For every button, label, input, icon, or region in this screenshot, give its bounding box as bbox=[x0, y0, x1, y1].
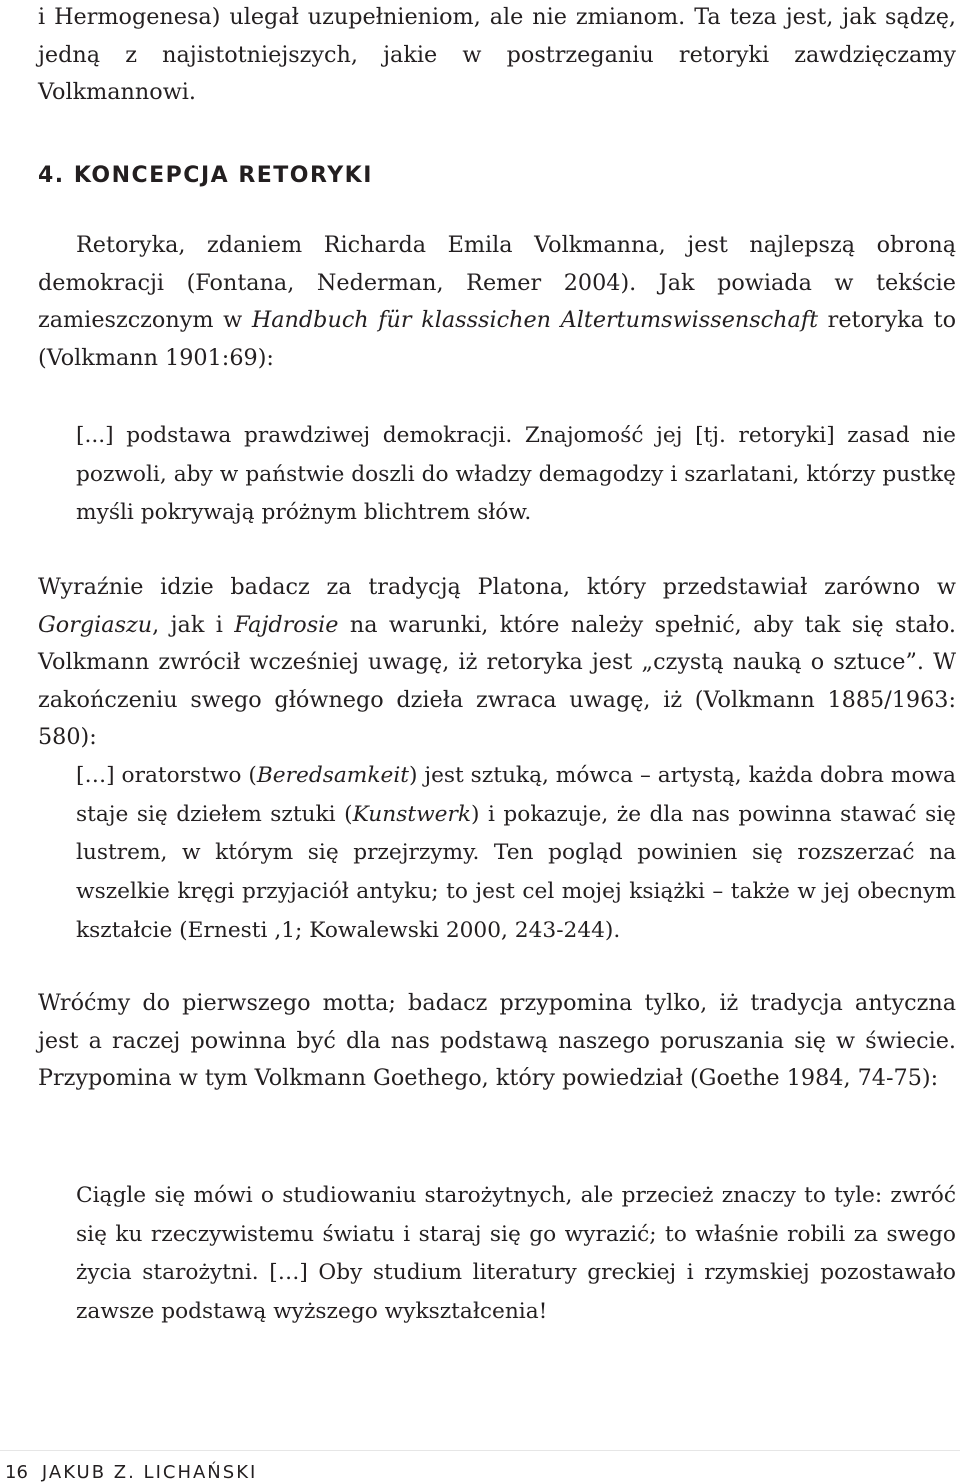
paragraph-1-title: Handbuch für klasssichen Altertumswissenschaft bbox=[251, 307, 819, 334]
block-quote-3: Ciągle się mówi o studiowaniu starożytnych, ale przecież znaczy to tyle: zwróć się ku rzeczywistemu światu i staraj się go wyrazić; to właśnie robili za swego życia starożytni. […] Oby studium literatury greckiej i rzymskiej pozostawało zawsze podstawą wyższego wykształcenia! bbox=[76, 1183, 956, 1325]
block-quote-1: [...] podstawa prawdziwej demokracji. Znajomość jej [tj. retoryki] zasad nie pozwoli, aby w państwie doszli do władzy demagodzy i szarlatani, którzy pustkę myśli pokrywają próżnym blichtrem słów. bbox=[76, 423, 956, 526]
block-quote-2-text-b: ) jest sztuką, mówca – artystą, każda dobra mowa staje się dziełem sztuki ( bbox=[76, 763, 956, 827]
page-number: 16 bbox=[5, 1462, 28, 1483]
running-author: JAKUB Z. LICHAŃSKI bbox=[41, 1462, 258, 1483]
paragraph-2-title-2: Fajdrosie bbox=[234, 611, 339, 638]
block-quote-2-text-a: […] oratorstwo ( bbox=[76, 763, 257, 788]
paragraph-1-text-a: Retoryka, zdaniem Richarda Emila Volkmanna, jest najlepszą obroną demokracji (Fontana, Nederman, Remer 2004). Jak powiada w tekście zamieszczonym w bbox=[38, 232, 956, 334]
page-footer bbox=[5, 1462, 257, 1484]
paragraph-2-text-a: Wyraźnie idzie badacz za tradycją Platona, który przedstawiał zarówno w bbox=[38, 574, 956, 600]
block-quote-2 bbox=[76, 757, 956, 951]
paragraph-2-title-1: Gorgiaszu bbox=[38, 611, 153, 638]
section-heading: 4. KONCEPCJA RETORYKI bbox=[38, 163, 373, 188]
footer-divider bbox=[0, 1450, 960, 1451]
block-quote-2-term-1: Beredsamkeit bbox=[256, 763, 409, 788]
block-quote-2-term-2: Kunstwerk bbox=[352, 801, 471, 827]
paragraph-2-text-c: na warunki, które należy spełnić, aby tak się stało. Volkmann zwrócił wcześniej uwagę, iż retoryka jest „czystą nauką o sztuce”. W zakończeniu swego głównego dzieła zwraca uwagę, iż (Volkmann 1885/1963: 580): bbox=[38, 611, 956, 751]
paragraph-2-text-b: , jak i bbox=[152, 611, 235, 638]
paragraph-3: Wróćmy do pierwszego motta; badacz przypomina tylko, iż tradycja antyczna jest a raczej powinna być dla nas podstawą naszego poruszania się w świecie. Przypomina w tym Volkmann Goethego, który powiedział (Goethe 1984, 74-75): bbox=[38, 990, 956, 1092]
paragraph-continued: i Hermogenesa) ulegał uzupełnieniom, ale nie zmianom. Ta teza jest, jak sądzę, jedną z najistotniejszych, jakie w postrzeganiu retoryki zawdzięczamy Volkmannowi. bbox=[38, 4, 956, 106]
paragraph-1-text-b: retoryka to (Volkmann 1901:69): bbox=[38, 307, 956, 371]
paragraph-1 bbox=[38, 227, 956, 377]
paragraph-2 bbox=[38, 569, 956, 757]
block-quote-2-text-c: ) i pokazuje, że dla nas powinna stawać się lustrem, w którym się przejrzymy. Ten pogląd powinien się rozszerzać na wszelkie kręgi przyjaciół antyku; to jest cel mojej książki – także w jej obecnym kształcie (Ernesti ,1; Kowalewski 2000, 243-244). bbox=[76, 801, 956, 943]
